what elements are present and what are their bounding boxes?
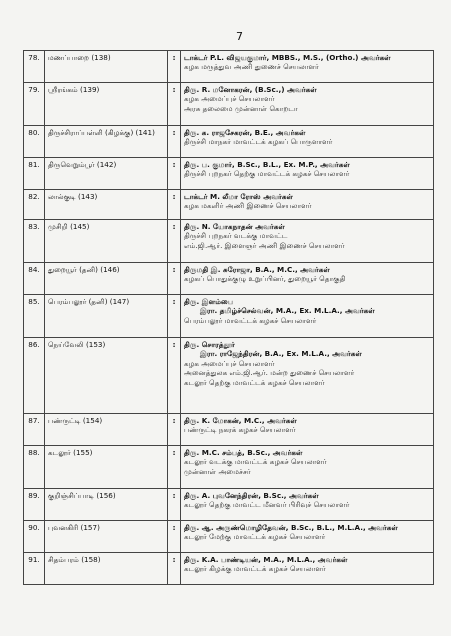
table-row [24, 83, 434, 126]
candidate-name: இரா. ராஜேந்திரன், B.A., Ex. M.L.A., அவர்கள் [200, 349, 362, 359]
candidate-name: திரு. இளம்பை [184, 297, 234, 306]
separator-colon: : [168, 295, 181, 338]
separator-colon: : [168, 553, 181, 585]
separator-colon: : [168, 338, 181, 414]
table-row [24, 263, 434, 295]
candidate-name: திரு. R. மனோகரன், (B.Sc.,) அவர்கள் [184, 85, 317, 94]
table-row [24, 489, 434, 521]
candidate-details [181, 338, 434, 414]
candidate-name: திரு. ப. குமார், B.Sc., B.L., Ex. M.P., அவர்கள் [184, 160, 350, 169]
candidate-details [181, 263, 434, 295]
constituency-name: நெய்வேலி (153) [45, 338, 168, 414]
candidate-designation: முன்னாள் அமைச்சர் [184, 466, 251, 476]
separator-colon: : [168, 521, 181, 553]
candidate-name: திரு. K.A. பாண்டியன், M.A., M.L.A., அவர்கள் [184, 555, 348, 564]
candidate-designation: பெரம்பலூர் மாவட்டக் கழகச் செயலாளர் [184, 315, 317, 325]
constituency-name: ஸ்ரீரங்கம் (139) [45, 83, 168, 126]
constituency-name: கடலூர் (155) [45, 446, 168, 489]
candidate-name: திருமதி இ. சுரோஜா, B.A., M.C., அவர்கள் [184, 265, 330, 274]
candidate-designation: அரசு தலைமை முன்னாள் கொறடா [184, 103, 298, 113]
candidate-designation: பண்ருட்டி நகரக் கழகச் செயலாளர் [184, 425, 296, 435]
candidate-name: டாக்டர் M. லீமா ரோஸ் அவர்கள் [184, 192, 293, 201]
serial-number: 83. [24, 220, 45, 263]
constituency-name: திருவெறும்பூர் (142) [45, 158, 168, 190]
separator-colon: : [168, 414, 181, 446]
candidate-name: திரு. ஆ. அருண்மொழிதேவன், B.Sc., B.L., M.L.A., அவர்கள் [184, 523, 398, 532]
candidate-name: திரு. சொரத்தூர் [184, 340, 235, 349]
table-row [24, 220, 434, 263]
constituency-name: முசிறி (145) [45, 220, 168, 263]
candidate-details [181, 489, 434, 521]
candidate-designation: கடலூர் வடக்கு மாவட்டக் கழகச் செயலாளர் [184, 457, 327, 467]
candidate-details [181, 158, 434, 190]
candidate-details [181, 220, 434, 263]
constituency-name: பெரம்பலூர் (தனி) (147) [45, 295, 168, 338]
candidate-designation: கழக மகளிர் அணி இணைச் செயலாளர் [184, 201, 312, 211]
candidate-designation: திருச்சி புறநகர் தெற்கு மாவட்டக் கழகச் செயலாளர் [184, 169, 350, 179]
table-row [24, 414, 434, 446]
table-row [24, 126, 434, 158]
table-row [24, 51, 434, 83]
serial-number: 82. [24, 190, 45, 220]
constituency-name: பண்ருட்டி (154) [45, 414, 168, 446]
page-number: 7 [236, 30, 243, 43]
candidate-name: திரு. K. மோகன், M.C., அவர்கள் [184, 416, 297, 425]
candidate-table-body [24, 51, 434, 585]
constituency-name: லால்குடி (143) [45, 190, 168, 220]
candidate-name: இரா. தமிழ்ச்செல்வன், M.A., Ex. M.L.A., அவர்கள் [200, 306, 375, 316]
candidate-designation: அனைத்துலக எம்.ஜி.ஆர். மன்ற துணைச் செயலாளர் [184, 368, 355, 378]
table-row [24, 446, 434, 489]
candidate-details [181, 553, 434, 585]
serial-number: 84. [24, 263, 45, 295]
serial-number: 91. [24, 553, 45, 585]
separator-colon: : [168, 263, 181, 295]
candidate-name: டாக்டர் P.L. விஜயகுமார், MBBS., M.S., (Ortho.) அவர்கள் [184, 53, 391, 62]
table-row [24, 295, 434, 338]
serial-number: 89. [24, 489, 45, 521]
candidate-details [181, 83, 434, 126]
constituency-name: துறையூர் (தனி) (146) [45, 263, 168, 295]
serial-number: 85. [24, 295, 45, 338]
separator-colon: : [168, 220, 181, 263]
candidate-designation: திருச்சி மாநகர் மாவட்டக் கழகப் பொருளாளர் [184, 137, 333, 147]
serial-number: 81. [24, 158, 45, 190]
candidate-name: திரு. N. யோகநாதன் அவர்கள் [184, 222, 285, 231]
candidate-designation: திருச்சி புறநகர் வடக்கு மாவட்ட [184, 231, 288, 241]
constituency-name: புவனகிரி (157) [45, 521, 168, 553]
separator-colon: : [168, 83, 181, 126]
candidate-designation: கழகப் பொதுக்குழு உறுப்பினர், துறையூர் தொகுதி [184, 274, 346, 284]
candidate-designation: எம்.ஜி.ஆர். இளைஞர் அணி இணைச் செயலாளர் [184, 240, 345, 250]
candidate-name: திரு. M.C. சம்பத், B.Sc., அவர்கள் [184, 448, 303, 457]
table-row [24, 158, 434, 190]
constituency-name: திருச்சிராப்பள்ளி (கிழக்கு) (141) [45, 126, 168, 158]
candidate-name: திரு. க. ராஜசேகரன், B.E., அவர்கள் [184, 128, 306, 137]
serial-number: 86. [24, 338, 45, 414]
table-row [24, 553, 434, 585]
serial-number: 88. [24, 446, 45, 489]
serial-number: 87. [24, 414, 45, 446]
candidate-designation: கடலூர் தெற்கு மாவட்ட மீனவர் பிரிவுச் செயலாளர் [184, 500, 350, 510]
constituency-name: மணப்பாறை (138) [45, 51, 168, 83]
separator-colon: : [168, 51, 181, 83]
table-row [24, 521, 434, 553]
table-row [24, 338, 434, 414]
candidate-table [23, 50, 434, 585]
serial-number: 80. [24, 126, 45, 158]
table-row [24, 190, 434, 220]
separator-colon: : [168, 489, 181, 521]
separator-colon: : [168, 190, 181, 220]
constituency-name: குறிஞ்சிப்பாடி (156) [45, 489, 168, 521]
separator-colon: : [168, 158, 181, 190]
candidate-name: திரு. A. புவனேந்திரன், B.Sc., அவர்கள் [184, 491, 319, 500]
candidate-designation: கழக அமைப்புச் செயலாளர் [184, 358, 275, 368]
candidate-details [181, 521, 434, 553]
candidate-details [181, 414, 434, 446]
candidate-designation: கழக மருத்துவ அணி துணைச் செயலாளர் [184, 62, 319, 72]
separator-colon: : [168, 126, 181, 158]
candidate-details [181, 446, 434, 489]
serial-number: 78. [24, 51, 45, 83]
candidate-details [181, 295, 434, 338]
separator-colon: : [168, 446, 181, 489]
candidate-details [181, 126, 434, 158]
candidate-details [181, 190, 434, 220]
candidate-designation: கடலூர் தெற்கு மாவட்டக் கழகச் செயலாளர் [184, 377, 325, 387]
serial-number: 79. [24, 83, 45, 126]
candidate-designation: கடலூர் மேற்கு மாவட்டக் கழகச் செயலாளர் [184, 532, 326, 542]
candidate-details [181, 51, 434, 83]
candidate-designation: கடலூர் கிழக்கு மாவட்டக் கழகச் செயலாளர் [184, 564, 326, 574]
candidate-designation: கழக அமைப்புச் செயலாளர் [184, 94, 275, 104]
constituency-name: சிதம்பரம் (158) [45, 553, 168, 585]
serial-number: 90. [24, 521, 45, 553]
